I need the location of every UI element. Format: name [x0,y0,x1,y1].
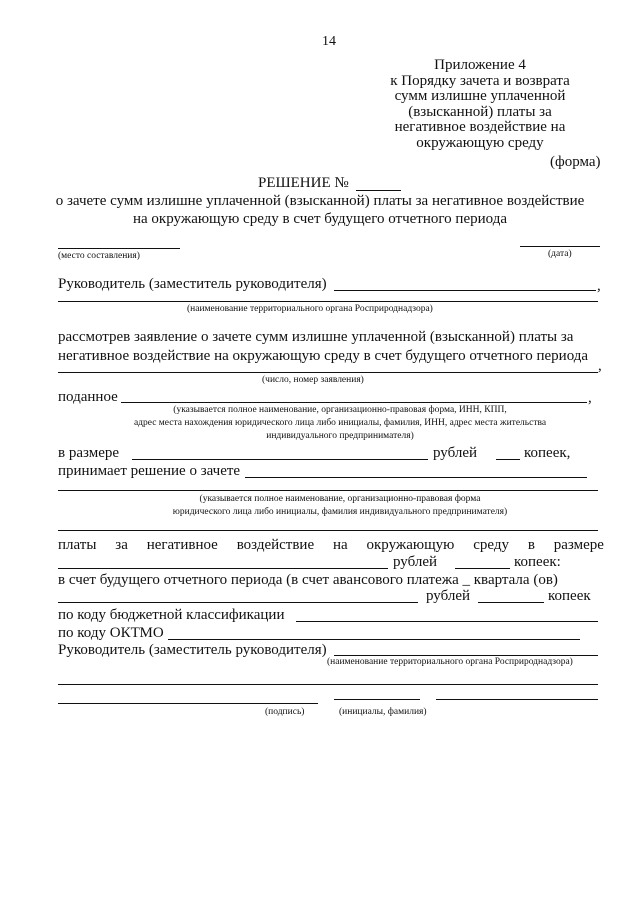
oktmo-line [168,639,580,640]
submitted-caption-3: индивидуального предпринимателя) [266,431,414,441]
amount-line [132,459,428,460]
submitted-line [121,402,587,403]
head-org-line-2 [58,684,598,685]
rubles-label-2: рублей [393,554,438,570]
submitted-caption-1: (указывается полное наименование, организационно-правовая форма, ИНН, КПП, [173,405,507,415]
payment-word-3: негативное [146,537,218,553]
decision-label: принимает решение о зачете [58,463,241,479]
place-caption: (место составления) [58,251,140,261]
appendix-line-5: негативное воздействие на [394,119,566,135]
document-title: РЕШЕНИЕ № [258,175,349,191]
payment-line [58,537,604,554]
kopecks-line-3 [478,602,544,603]
signature-caption: (подпись) [265,707,305,717]
kopecks-label-2: копеек: [514,554,561,570]
appendix-line-1: Приложение 4 [434,57,526,73]
position-line [58,703,318,704]
appendix-line-2: к Порядку зачета и возврата [390,72,570,89]
date-line [520,246,600,247]
application-caption: (число, номер заявления) [262,375,364,385]
considered-line-2: негативное воздействие на окружающую среду в счет будущего отчетного периода [58,348,589,364]
decision-org-line [58,490,598,491]
appendix-line-3: сумм излишне уплаченной [394,88,566,104]
payment-word-9: размере [553,537,604,553]
date-caption: (дата) [548,249,572,259]
subtitle-line-1: о зачете сумм излишне уплаченной (взысканной) платы за негативное воздействие [55,193,585,209]
payment-word-2: за [115,537,128,553]
head-caption: (наименование территориального органа Росприроднадзора) [187,304,433,314]
future-period-line: в счет будущего отчетного периода (в счет авансового платежа _ квартала (ов) [58,572,558,588]
head-label: Руководитель (заместитель руководителя) [58,276,327,292]
decision-caption-1: (указывается полное наименование, организационно-правовая форма [199,494,481,504]
kopecks-line [496,459,520,460]
decision-extra-line [58,530,598,531]
kbk-line [296,621,598,622]
signature-line [334,699,420,700]
kbk-label: по коду бюджетной классификации [58,607,285,623]
payment-word-7: среду [473,537,509,553]
subtitle-line-2: на окружающую среду в счет будущего отчетного периода [133,211,507,227]
initials-caption: (инициалы, фамилия) [339,707,427,717]
kopecks-label-3: копеек [548,588,591,604]
kopecks-line-2 [455,568,510,569]
initials-line [436,699,598,700]
submitted-caption-2: адрес места нахождения юридического лица либо инициалы, фамилия, ИНН, адрес места жительства [133,418,547,428]
payment-word-5: на [332,537,348,553]
rubles-label: рублей [433,445,478,461]
decision-number-line [356,190,401,191]
form-label: (форма) [550,154,601,170]
payment-word-8: в [527,537,535,553]
payment-word-6: окружающую [366,537,455,553]
amount-label: в размере [58,445,120,461]
decision-caption-2: юридического лица либо инициалы, фамилия индивидуального предпринимателя) [172,507,508,517]
submitted-label: поданное [58,389,118,405]
appendix-block [380,58,580,151]
head-line [334,290,596,291]
kopecks-label: копеек, [524,445,571,461]
considered-line-1: рассмотрев заявление о зачете сумм излишне уплаченной (взысканной) платы за [58,329,574,345]
appendix-line-4: (взысканной) платы за [408,103,552,120]
future-amount-line [58,602,418,603]
decision-line [245,477,587,478]
payment-amount-line [58,568,388,569]
application-line [58,372,598,373]
head-caption-2: (наименование территориального органа Росприроднадзора) [327,657,573,667]
payment-word-1: платы [58,537,97,553]
head-label-2: Руководитель (заместитель руководителя) [58,642,327,658]
payment-word-4: воздействие [236,537,315,553]
page-number: 14 [322,34,336,49]
appendix-line-6: окружающую среду [416,134,544,151]
head-line-2 [334,655,598,656]
place-line [58,248,180,249]
rubles-label-3: рублей [426,588,471,604]
head-org-line [58,301,598,302]
oktmo-label: по коду ОКТМО [58,625,164,641]
